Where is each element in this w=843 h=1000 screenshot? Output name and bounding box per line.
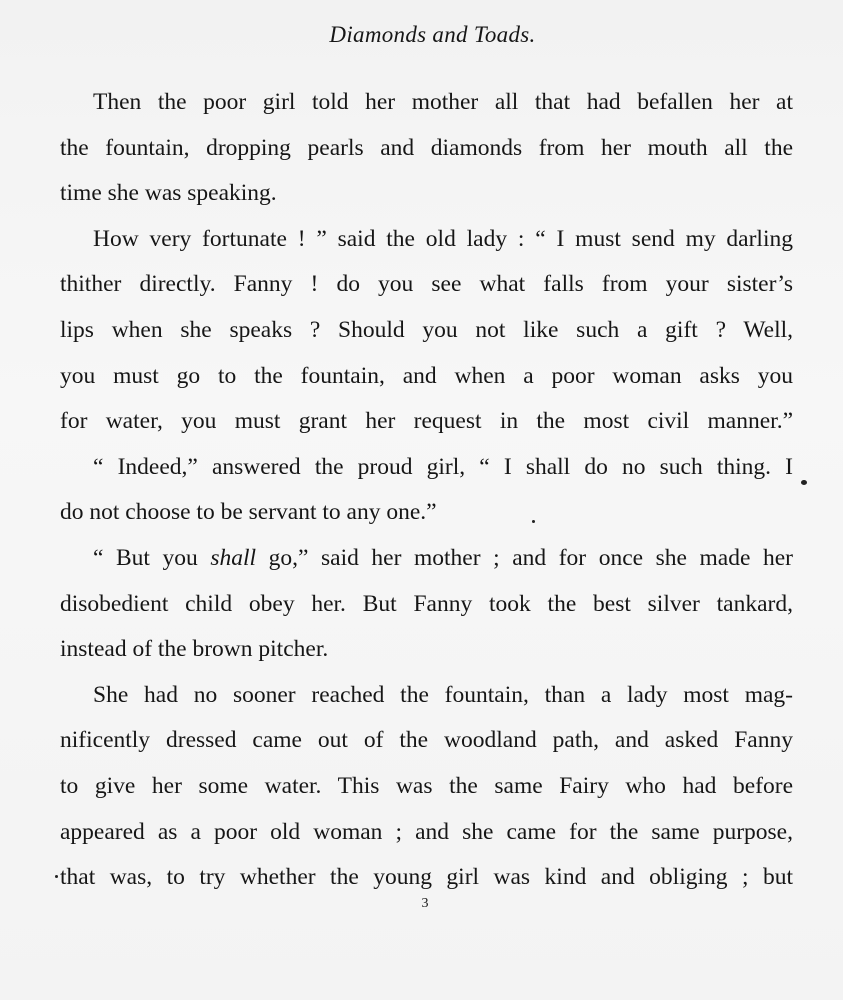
emphasis-shall: shall [210,544,257,571]
text-line: thither directly. Fanny ! do you see what falls from your sister’s [60,271,793,298]
text-line: time she was speaking. [60,180,277,207]
text-line: appeared as a poor old woman ; and she came for the same purpose, [60,818,793,845]
page-number: 3 [421,896,429,911]
text-line: to give her some water. This was the same Fairy who had before [60,772,793,799]
text-line: disobedient child obey her. But Fanny took the best silver tankard, [60,590,793,617]
body-text [60,80,793,901]
text-line: the fountain, dropping pearls and diamonds from her mouth all the [60,134,793,161]
text-line: you must go to the fountain, and when a poor woman asks you [60,362,793,389]
running-head: Diamonds and Toads. [329,22,536,47]
text-line: How very fortunate ! ” said the old lady : “ I must send my darling [93,225,793,252]
print-speck [801,480,807,485]
text-line: “ Indeed,” answered the proud girl, “ I shall do no such thing. I [93,453,793,480]
text-line: for water, you must grant her request in the most civil manner.” [60,408,793,435]
print-speck [532,520,535,523]
text-line: nificently dressed came out of the woodland path, and asked Fanny [60,727,793,754]
text-line: Then the poor girl told her mother all that had befallen her at [93,89,793,115]
print-speck [55,875,58,878]
text-line-shall: “ But you shall go,” said her mother ; and for once she made her [93,544,793,571]
text-line: do not choose to be servant to any one.” [60,499,437,526]
text-line: lips when she speaks ? Should you not like such a gift ? Well, [60,316,793,343]
text-line: that was, to try whether the young girl was kind and obliging ; but [60,864,793,891]
text-line: She had no sooner reached the fountain, than a lady most mag- [93,681,793,708]
text-line: instead of the brown pitcher. [60,636,329,663]
